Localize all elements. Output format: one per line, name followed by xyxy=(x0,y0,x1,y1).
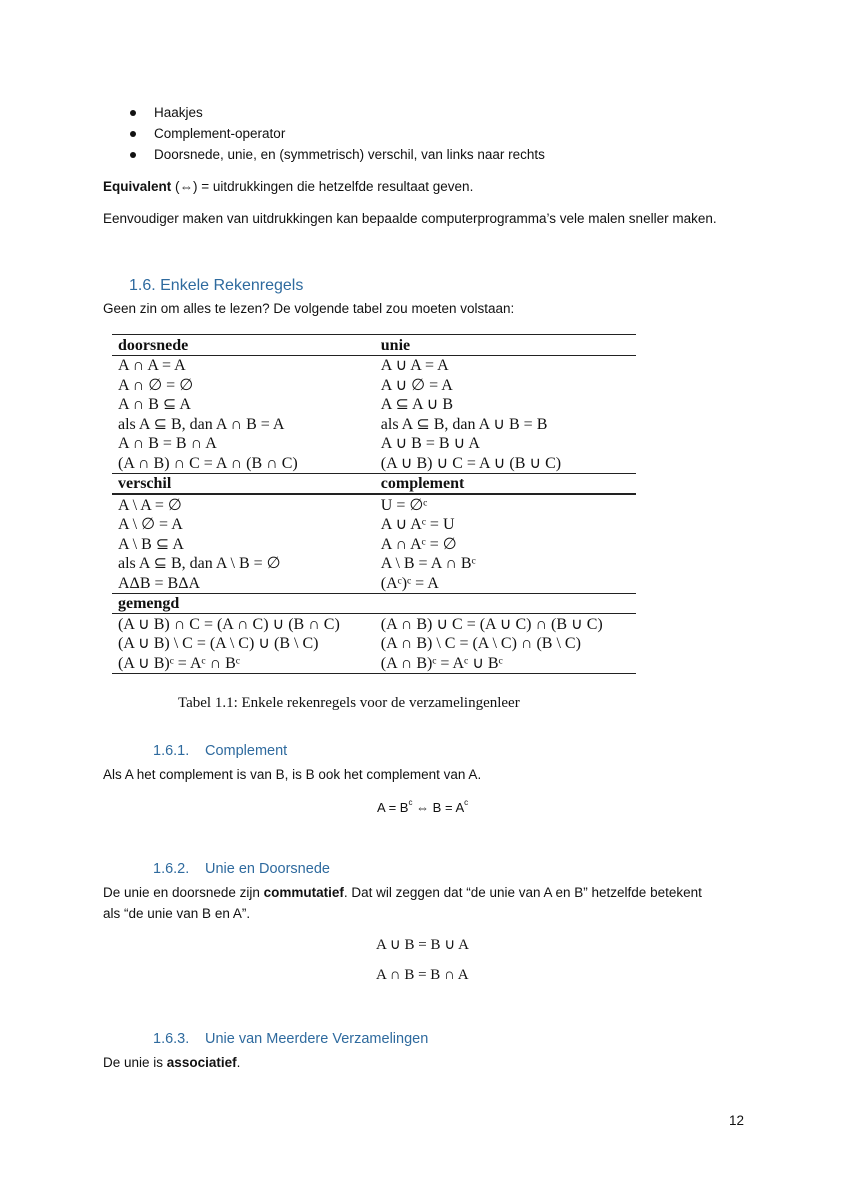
paragraph-simplify: Eenvoudiger maken van uitdrukkingen kan bepaalde computerprogramma’s vele malen sneller maken. xyxy=(103,211,717,226)
table-cell: A ∪ A = A xyxy=(380,357,449,374)
subsection-heading-union-intersection xyxy=(153,861,330,877)
text-part: De unie en doorsnede zijn xyxy=(103,885,264,900)
complement-text: Als A het complement is van B, is B ook het complement van A. xyxy=(103,767,482,782)
table-caption: Tabel 1.1: Enkele rekenregels voor de verzamelingenleer xyxy=(178,695,520,711)
equivalent-text: (⇔) = uitdrukkingen die hetzelfde resultaat geven. xyxy=(171,179,474,194)
table-cell: A \ B = A ∩ Bᶜ xyxy=(380,555,476,572)
table-cell: (A ∩ B) ∩ C = A ∩ (B ∩ C) xyxy=(118,454,298,472)
subsection-number: 1.6.3. xyxy=(153,1031,190,1047)
subsection-number: 1.6.1. xyxy=(153,743,190,759)
table-cell: als A ⊆ B, dan A \ B = ∅ xyxy=(118,555,281,572)
table-cell: U = ∅ᶜ xyxy=(373,494,636,515)
table-cell: A ∩ B = B ∩ A xyxy=(118,435,217,452)
table-header: verschil xyxy=(112,473,373,494)
subsection-title: Unie en Doorsnede xyxy=(205,861,330,877)
superscript: c xyxy=(464,798,469,807)
table-cell: A ⊆ A ∪ B xyxy=(380,396,454,413)
formula-part: ⇔ B = A xyxy=(412,800,465,815)
table-cell: (A ∪ B) \ C = (A \ C) ∪ (B \ C) xyxy=(118,635,319,652)
table-cell: AΔB = BΔA xyxy=(118,574,201,592)
equivalent-term: Equivalent xyxy=(103,179,172,194)
table-header: doorsnede xyxy=(112,335,373,356)
subsection-title: Complement xyxy=(205,743,288,759)
table-header xyxy=(373,593,636,614)
text-part: . Dat wil zeggen dat “de unie van A en B” hetzelfde betekent xyxy=(343,885,702,900)
section-heading: 1.6. Enkele Rekenregels xyxy=(129,277,304,294)
intersection-commutative-formula: A ∩ B = B ∩ A xyxy=(376,967,469,983)
table-cell: (Aᶜ)ᶜ = A xyxy=(380,574,439,592)
table-cell: (A ∪ B) ∩ C = (A ∩ C) ∪ (B ∩ C) xyxy=(118,615,340,633)
table-cell: A \ A = ∅ xyxy=(112,494,373,515)
page-number: 12 xyxy=(729,1113,745,1128)
table-cell: A ∩ ∅ = ∅ xyxy=(118,376,194,394)
bullet-item: Doorsnede, unie, en (symmetrisch) verschil, van links naar rechts xyxy=(124,146,545,167)
subsection-heading-complement xyxy=(153,743,287,759)
formula-part: A = B xyxy=(377,800,409,815)
table-cell: (A ∪ B)ᶜ = Aᶜ ∩ Bᶜ xyxy=(112,653,373,673)
table-cell: (A ∪ B) ∪ C = A ∪ (B ∪ C) xyxy=(380,454,562,472)
complement-formula xyxy=(377,800,468,815)
table-cell: A ∩ A = A xyxy=(118,357,186,374)
associative-term: associatief xyxy=(166,1055,237,1070)
text-part: . xyxy=(236,1055,241,1070)
table-cell: als A ⊆ B, dan A ∩ B = A xyxy=(118,415,285,433)
union-commutative-formula: A ∪ B = B ∪ A xyxy=(376,937,469,953)
table-cell: A ∪ B = B ∪ A xyxy=(380,435,480,452)
table-cell: A ∪ Aᶜ = U xyxy=(380,516,455,533)
table-cell: A \ B ⊆ A xyxy=(118,535,184,553)
superscript: c xyxy=(408,798,413,807)
subsection-heading-multiple-sets xyxy=(153,1031,428,1047)
subsection-title: Unie van Meerdere Verzamelingen xyxy=(205,1031,429,1047)
table-cell: A \ ∅ = A xyxy=(118,516,183,533)
rules-table xyxy=(112,334,636,674)
section-intro: Geen zin om alles te lezen? De volgende tabel zou moeten volstaan: xyxy=(103,301,515,316)
table-cell: (A ∩ B) ∪ C = (A ∪ C) ∩ (B ∪ C) xyxy=(380,615,603,633)
bullet-item: Haakjes xyxy=(124,104,545,125)
table-header: unie xyxy=(373,335,636,356)
table-cell: A ∩ Aᶜ = ∅ xyxy=(380,535,457,553)
equivalent-definition xyxy=(103,178,473,196)
table-cell: als A ⊆ B, dan A ∪ B = B xyxy=(380,415,548,433)
subsection-number: 1.6.2. xyxy=(153,861,190,877)
table-cell: A ∪ ∅ = A xyxy=(380,376,453,394)
bullet-item: Complement-operator xyxy=(124,125,545,146)
table-header: complement xyxy=(373,473,636,494)
commutative-term: commutatief xyxy=(263,885,344,900)
commutative-text xyxy=(103,884,702,902)
commutative-text-line2: als “de unie van B en A”. xyxy=(103,906,251,921)
text-part: De unie is xyxy=(103,1055,167,1070)
table-cell: A ∩ B ⊆ A xyxy=(118,396,191,413)
bullet-list xyxy=(124,104,545,167)
table-cell: (A ∩ B) \ C = (A \ C) ∩ (B \ C) xyxy=(380,635,581,652)
table-header: gemengd xyxy=(112,593,373,614)
table-cell: (A ∩ B)ᶜ = Aᶜ ∪ Bᶜ xyxy=(373,653,636,673)
associative-text xyxy=(103,1054,240,1072)
